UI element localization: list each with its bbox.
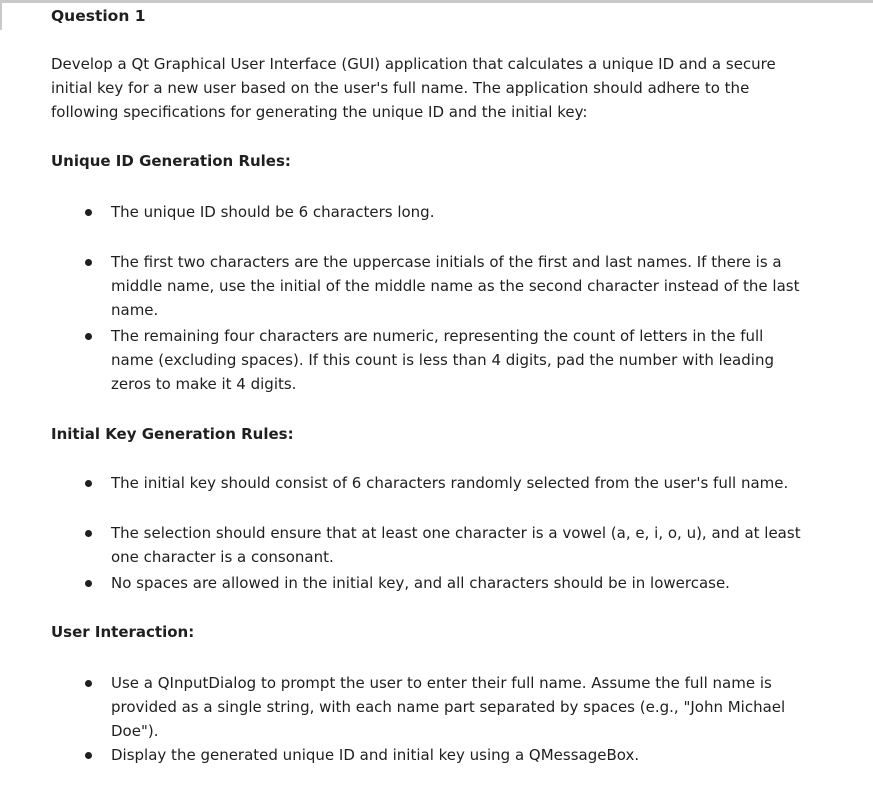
unique-id-heading: Unique ID Generation Rules:	[51, 152, 291, 170]
list-item-text: Display the generated unique ID and initial key using a QMessageBox.	[111, 746, 640, 764]
bullet-icon	[85, 530, 92, 537]
list-item-text: The remaining four characters are numeric, representing the count of letters in the full name (excluding spaces). If this count is less than 4 digits, pad the number with leading zeros to make it 4 digits.	[111, 327, 774, 393]
user-interaction-heading: User Interaction:	[51, 623, 195, 641]
question-intro: Develop a Qt Graphical User Interface (GUI) application that calculates a unique ID and a secure initial key for a new user based on the user's full name. The application should adhere to the following specifications for generating the unique ID and the initial key:	[51, 55, 776, 121]
list-item-text: The initial key should consist of 6 characters randomly selected from the user's full name.	[111, 474, 789, 492]
bullet-icon	[85, 209, 92, 216]
bullet-icon	[85, 680, 92, 687]
question-title: Question 1	[51, 7, 146, 25]
list-item-text: The selection should ensure that at least one character is a vowel (a, e, i, o, u), and at least one character is a consonant.	[111, 524, 801, 566]
list-item-text: Use a QInputDialog to prompt the user to enter their full name. Assume the full name is provided as a single string, with each name part separated by spaces (e.g., "John Michael Doe").	[111, 674, 786, 740]
list-item-text: The unique ID should be 6 characters long.	[111, 203, 435, 221]
list-item-text: The first two characters are the uppercase initials of the first and last names. If there is a middle name, use the initial of the middle name as the second character instead of the last name.	[111, 253, 800, 319]
bullet-icon	[85, 333, 92, 340]
bullet-icon	[85, 480, 92, 487]
list-item-text: No spaces are allowed in the initial key, and all characters should be in lowercase.	[111, 574, 730, 592]
bullet-icon	[85, 580, 92, 587]
bullet-icon	[85, 259, 92, 266]
page-left-border	[0, 0, 2, 30]
page-top-border	[0, 0, 873, 3]
bullet-icon	[85, 752, 92, 759]
initial-key-heading: Initial Key Generation Rules:	[51, 425, 294, 443]
